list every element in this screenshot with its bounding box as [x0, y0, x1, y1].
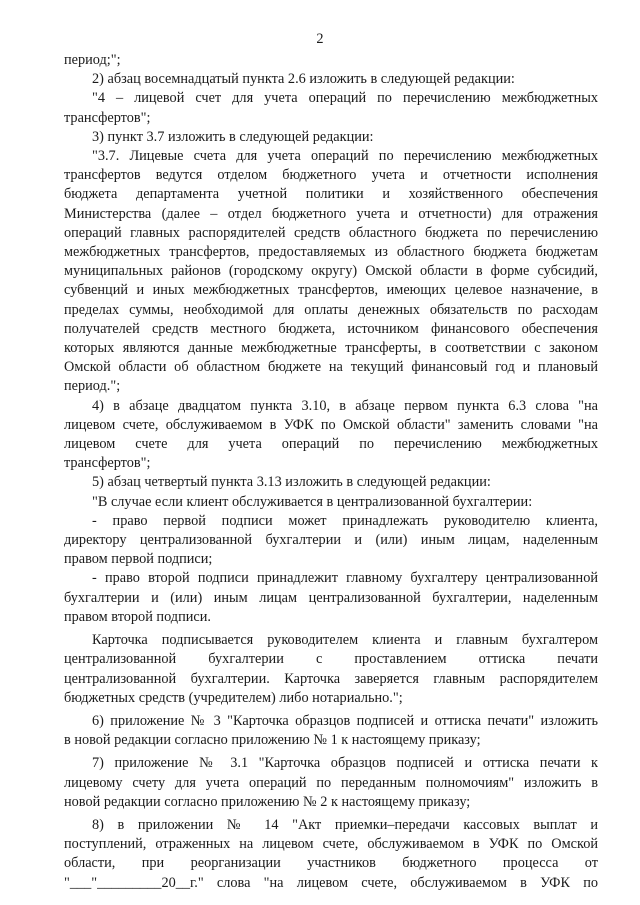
text-line: муниципальных районов (городскому округу) Омской области в форме субсидий, [64, 263, 598, 280]
text-line: - право первой подписи может принадлежать руководителю клиента, [92, 512, 598, 529]
text-line: операций главных распорядителей средств областного бюджета по перечислению [64, 224, 598, 241]
text-line: 4) в абзаце двадцатом пункта 3.10, в абзаце первом пункта 6.3 слова "на [92, 397, 598, 414]
text-line: "3.7. Лицевые счета для учета операций по перечислению межбюджетных [92, 148, 598, 165]
text-line: правом первой подписи; [64, 551, 213, 568]
text-line: - право второй подписи принадлежит главному бухгалтеру централизованной [92, 570, 598, 587]
text-line: централизованной бухгалтерии с проставлением оттиска печати [64, 651, 598, 668]
text-line: Министерства (далее – отдел бюджетного учета и отчетности) для отражения [64, 205, 598, 222]
text-line: трансфертов ведутся отделом бюджетного учета и отчетности исполнения [64, 167, 598, 184]
text-line: 2) абзац восемнадцатый пункта 2.6 изложить в следующей редакции: [92, 71, 515, 88]
text-line: 6) приложение № 3 "Карточка образцов подписей и оттиска печати" изложить [92, 712, 598, 729]
text-line: "4 – лицевой счет для учета операций по перечислению межбюджетных [92, 90, 598, 107]
text-line: 5) абзац четвертый пункта 3.13 изложить в следующей редакции: [92, 474, 491, 491]
document-body [64, 51, 598, 893]
text-line: 7) приложение № 3.1 "Карточка образцов подписей и оттиска печати к [92, 755, 598, 772]
text-line: получателей средств местного бюджета, источником финансового обеспечения [64, 320, 598, 337]
text-line: Карточка подписывается руководителем клиента и главным бухгалтером [92, 632, 598, 649]
text-line: бюджетных средств (учредителем) либо нотариально."; [64, 689, 403, 706]
text-line: "___"_________20__г." слова "на лицевом счете, обслуживаемом в УФК по [64, 874, 598, 891]
text-line: лицевом счете, обслуживаемом в УФК по Омской области" заменить словами "на [64, 416, 598, 433]
text-line: 8) в приложении № 14 "Акт приемки–передачи кассовых выплат и [92, 816, 598, 833]
text-line: Омской области об областном бюджете на текущий финансовый год и плановый [64, 359, 598, 376]
text-line: бюджета департамента учетной политики и хозяйственного обеспечения [64, 186, 598, 203]
text-line: пределах суммы, необходимой для оплаты денежных обязательств по расходам [64, 301, 598, 318]
text-line: правом второй подписи. [64, 608, 211, 625]
text-line: субвенций и иных межбюджетных трансфертов, имеющих целевое назначение, в [64, 282, 598, 299]
text-line: межбюджетных трансфертов, предоставляемых из областного бюджета бюджетам [64, 244, 598, 261]
text-line: лицевому счету для учета операций по переданным полномочиям" изложить в [64, 774, 598, 791]
text-line: централизованной бухгалтерии. Карточка заверяется главным распорядителем [64, 670, 598, 687]
text-line: бухгалтерии и (или) иным лицам централизованной бухгалтерии, наделенным [64, 589, 598, 606]
page-number: 2 [316, 31, 324, 47]
text-line: новой редакции согласно приложению № 2 к настоящему приказу; [64, 793, 471, 810]
text-line: период."; [64, 378, 121, 395]
text-line: период;"; [64, 52, 121, 68]
text-line: "В случае если клиент обслуживается в централизованной бухгалтерии: [92, 493, 533, 510]
text-line: директору централизованной бухгалтерии и (или) иным лицам, наделенным [64, 532, 598, 549]
text-line: трансфертов"; [64, 109, 151, 126]
text-line: области, при реорганизации участников бюджетного процесса от [64, 855, 598, 872]
text-line: трансфертов"; [64, 455, 151, 472]
text-line: поступлений, отраженных на лицевом счете, обслуживаемом в УФК по Омской [64, 836, 598, 853]
text-line: в новой редакции согласно приложению № 1 к настоящему приказу; [64, 732, 481, 749]
text-line: 3) пункт 3.7 изложить в следующей редакции: [92, 128, 374, 145]
text-line: которых являются данные межбюджетные трансферты, в соответствии с законом [64, 340, 598, 357]
text-line: лицевом счете для учета операций по перечислению межбюджетных [64, 436, 598, 453]
